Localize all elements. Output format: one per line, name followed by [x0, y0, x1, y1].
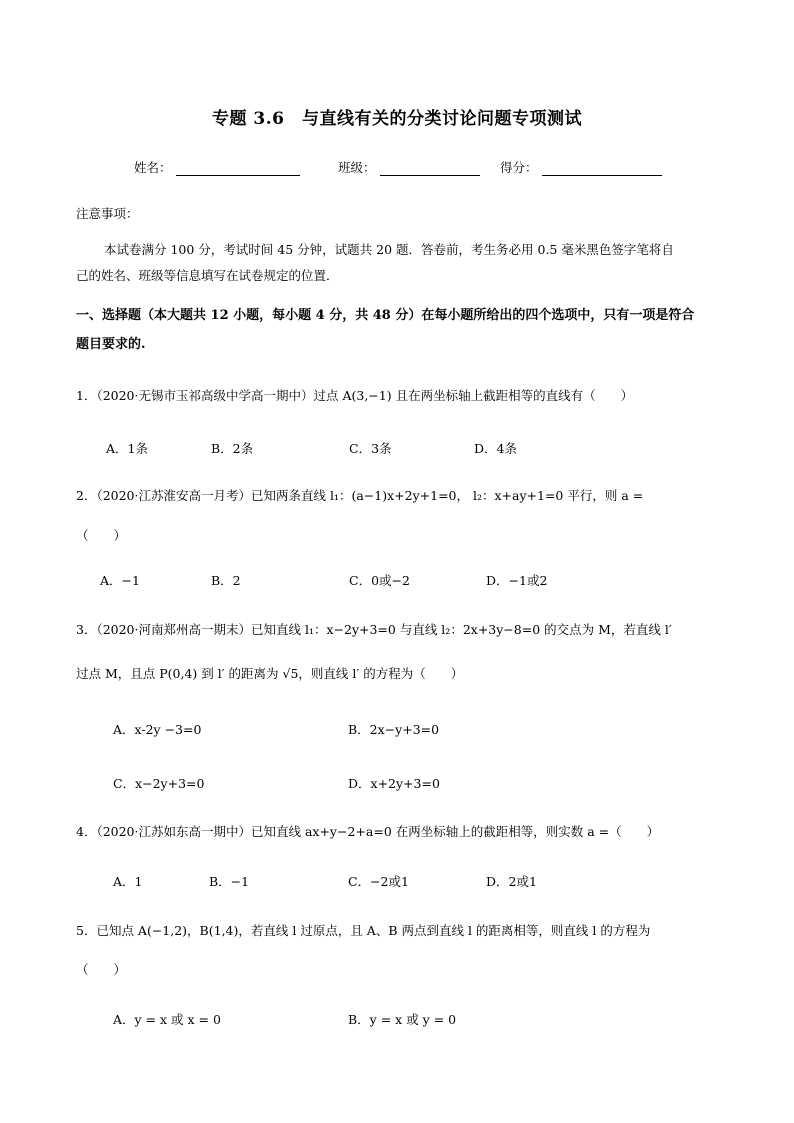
question-4-stem: 4．（2020·江苏如东高一期中）已知直线 ax+y−2+a=0 在两坐标轴上的截距相等，则实数 a =（ ）: [76, 824, 660, 839]
question-3-option-b: B．2x−y+3=0: [348, 722, 440, 737]
question-2-stem-line-2: （ ）: [76, 528, 127, 543]
question-1-stem: 1．（2020·无锡市玉祁高级中学高一期中）过点 A(3,−1) 且在两坐标轴上截距相等的直线有（ ）: [76, 388, 634, 403]
question-2-option-b: B．2: [211, 573, 241, 588]
name-label: 姓名：: [134, 160, 172, 175]
name-blank: [176, 161, 300, 176]
question-1-option-a: A．1条: [106, 441, 148, 456]
question-1-option-c: C．3条: [349, 441, 392, 456]
question-5-option-a: A．y = x 或 x = 0: [113, 1012, 221, 1027]
class-field: [338, 158, 480, 176]
question-2-stem-line-1: 2．（2020·江苏淮安高一月考）已知两条直线 l₁：(a−1)x+2y+1=0， l₂：x+ay+1=0 平行，则 a =: [76, 488, 644, 503]
section-heading-line-1: 一、选择题（本大题共 12 小题，每小题 4 分，共 48 分）在每小题所给出的四个选项中，只有一项是符合: [76, 308, 695, 323]
question-2-option-a: A．−1: [100, 573, 140, 588]
question-3-stem-line-1: 3．（2020·河南郑州高一期末）已知直线 l₁：x−2y+3=0 与直线 l₂：2x+3y−8=0 的交点为 M，若直线 l′: [76, 622, 672, 637]
notice-line-1: 本试卷满分 100 分，考试时间 45 分钟，试题共 20 题．答卷前，考生务必用 0.5 毫米黑色签字笔将自: [104, 242, 674, 257]
question-3-option-d: D．x+2y+3=0: [348, 776, 440, 791]
section-heading-line-2: 题目要求的.: [76, 337, 146, 352]
page-title: 专题 3.6 与直线有关的分类讨论问题专项测试: [212, 109, 582, 129]
class-label: 班级：: [338, 160, 376, 175]
question-2-option-c: C．0或−2: [349, 573, 410, 588]
score-field: [500, 158, 662, 176]
question-3-stem-line-2: 过点 M，且点 P(0,4) 到 l′ 的距离为 √5，则直线 l′ 的方程为（ ）: [76, 666, 464, 681]
question-1-option-d: D．4条: [474, 441, 517, 456]
question-1-option-b: B．2条: [211, 441, 254, 456]
question-3-option-a: A．x-2y −3=0: [113, 722, 202, 737]
notice-line-2: 己的姓名、班级等信息填写在试卷规定的位置．: [76, 268, 339, 283]
question-4-option-c: C．−2或1: [348, 874, 409, 889]
question-2-option-d: D．−1或2: [486, 573, 548, 588]
question-4-option-b: B．−1: [209, 874, 250, 889]
name-field: [134, 158, 300, 176]
score-blank: [542, 161, 662, 176]
notice-heading: 注意事项：: [76, 206, 139, 221]
score-label: 得分：: [500, 160, 538, 175]
question-4-option-a: A．1: [113, 874, 143, 889]
question-3-option-c: C．x−2y+3=0: [113, 776, 205, 791]
question-4-option-d: D．2或1: [486, 874, 537, 889]
question-5-stem-line-1: 5．已知点 A(−1,2)，B(1,4)，若直线 l 过原点，且 A、B 两点到直线 l 的距离相等，则直线 l 的方程为: [76, 923, 651, 938]
question-5-option-b: B．y = x 或 y = 0: [348, 1012, 457, 1027]
question-5-stem-line-2: （ ）: [76, 962, 127, 977]
class-blank: [380, 161, 480, 176]
